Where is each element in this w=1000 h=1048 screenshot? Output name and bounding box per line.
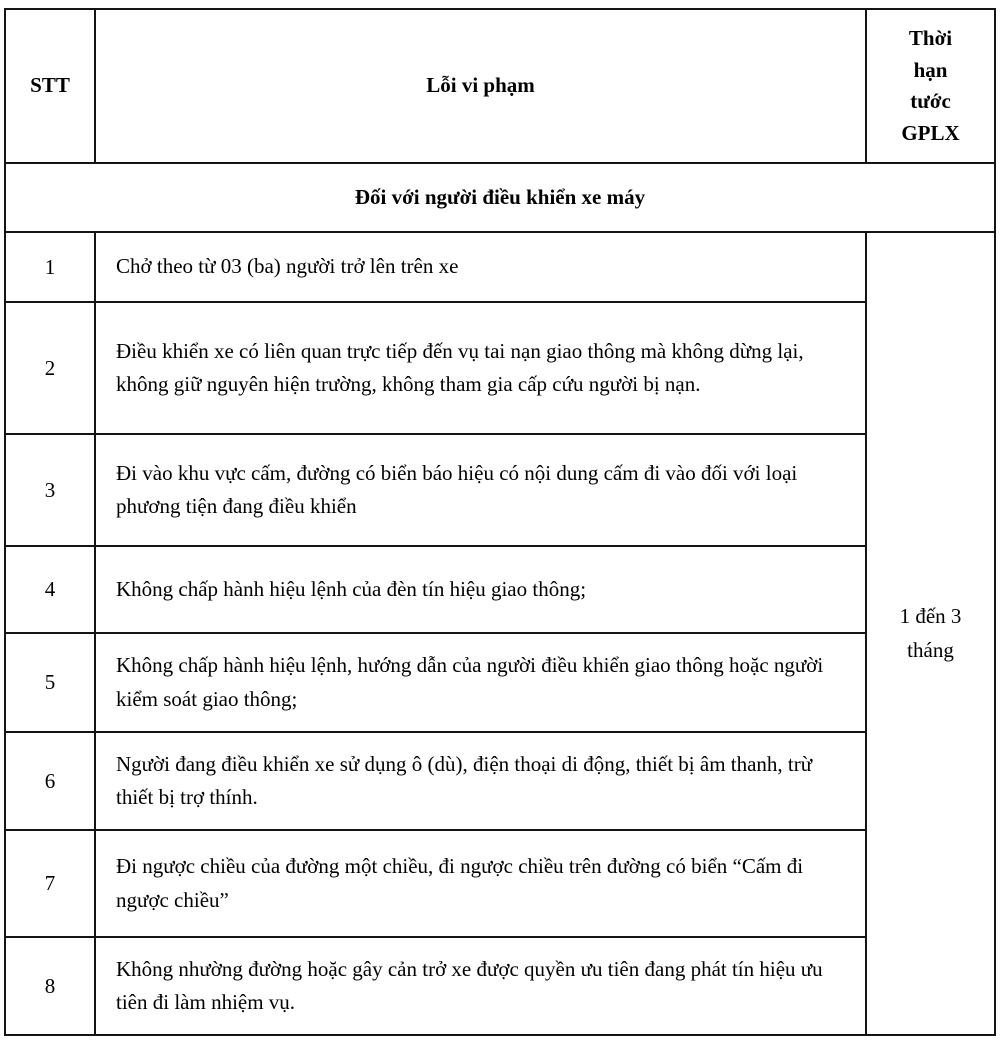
section-header: Đối với người điều khiển xe máy (5, 163, 995, 232)
table-row (5, 232, 995, 302)
section-row (5, 163, 995, 232)
table-row (5, 302, 995, 434)
table-row (5, 434, 995, 546)
header-duration (866, 9, 995, 163)
violation-text: Đi ngược chiều của đường một chiều, đi ngược chiều trên đường có biển “Cấm đi ngược chiều” (95, 830, 866, 937)
table-row (5, 732, 995, 830)
violation-text: Điều khiển xe có liên quan trực tiếp đến vụ tai nạn giao thông mà không dừng lại, không giữ nguyên hiện trường, không tham gia cấp cứu người bị nạn. (95, 302, 866, 434)
row-number: 8 (5, 937, 95, 1035)
row-number: 5 (5, 633, 95, 732)
row-number: 2 (5, 302, 95, 434)
header-row (5, 9, 995, 163)
header-stt: STT (5, 9, 95, 163)
violation-text: Chở theo từ 03 (ba) người trở lên trên xe (95, 232, 866, 302)
table-row (5, 830, 995, 937)
duration-cell: 1 đến 3 tháng (866, 232, 995, 1035)
row-number: 4 (5, 546, 95, 633)
violation-text: Người đang điều khiển xe sử dụng ô (dù), điện thoại di động, thiết bị âm thanh, trừ thiết bị trợ thính. (95, 732, 866, 830)
row-number: 6 (5, 732, 95, 830)
violation-text: Không chấp hành hiệu lệnh, hướng dẫn của người điều khiển giao thông hoặc người kiểm soát giao thông; (95, 633, 866, 732)
violation-text: Không chấp hành hiệu lệnh của đèn tín hiệu giao thông; (95, 546, 866, 633)
table-row (5, 633, 995, 732)
violation-text: Không nhường đường hoặc gây cản trở xe được quyền ưu tiên đang phát tín hiệu ưu tiên đi làm nhiệm vụ. (95, 937, 866, 1035)
table-row (5, 546, 995, 633)
row-number: 7 (5, 830, 95, 937)
header-duration-label: Thời hạn tước GPLX (901, 26, 960, 145)
row-number: 3 (5, 434, 95, 546)
row-number: 1 (5, 232, 95, 302)
table-row (5, 937, 995, 1035)
header-violation: Lỗi vi phạm (95, 9, 866, 163)
violation-text: Đi vào khu vực cấm, đường có biển báo hiệu có nội dung cấm đi vào đối với loại phương tiện đang điều khiển (95, 434, 866, 546)
violations-table (4, 8, 996, 1036)
